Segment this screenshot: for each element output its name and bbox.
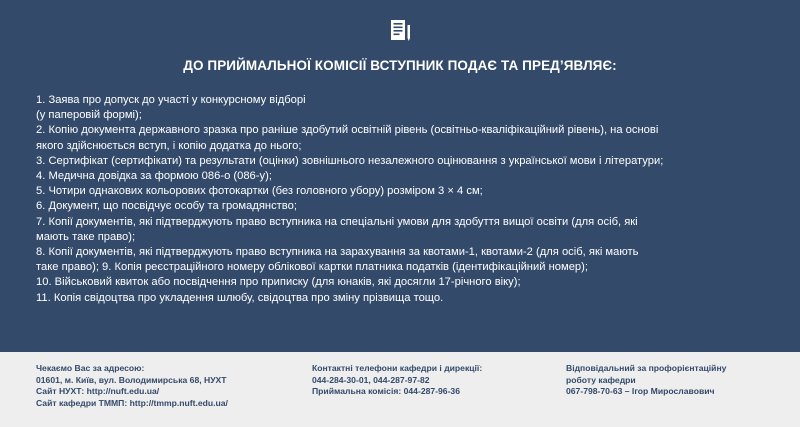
list-line: таке право); 9. Копія реєстраційного номеру облікової картки платника податків (ідентифікаційний номер); bbox=[36, 261, 588, 274]
list-line: 6. Документ, що посвідчує особу та громадянство; bbox=[36, 200, 297, 213]
list-line: 2. Копію документа державного зразка про раніше здобутий освітній рівень (освітньо-кваліфікаційний рівень), на основі bbox=[36, 124, 659, 137]
responsible-contact: 067-798-70-63 – Ігор Мирославович bbox=[566, 386, 715, 397]
list-line: 10. Військовий квиток або посвідчення про приписку (для юнаків, які досягли 17-річного віку); bbox=[36, 276, 521, 289]
admissions-phone: Приймальна комісія: 044-287-96-36 bbox=[312, 386, 460, 397]
address-heading: Чекаємо Вас за адресою: bbox=[36, 363, 145, 373]
responsible-heading-cont: роботу кафедри bbox=[566, 374, 636, 385]
responsible-heading: Відповідальний за профорієнтаційну bbox=[566, 363, 727, 373]
document-list-icon bbox=[389, 19, 413, 43]
address-block bbox=[36, 363, 296, 409]
responsible-block bbox=[566, 363, 766, 398]
phones-heading: Контактні телефони кафедри і дирекції: bbox=[312, 363, 483, 373]
list-line: 8. Копії документів, які підтверджують право вступника на зарахування за квотами-1, квотами-2 (для осіб, які мають bbox=[36, 246, 639, 259]
list-line: 3. Сертифікат (сертифікати) та результати (оцінки) зовнішнього незалежного оцінювання з української мови і літератури; bbox=[36, 154, 664, 167]
phone-numbers: 044-284-30-01, 044-287-97-82 bbox=[312, 374, 430, 385]
page-title: ДО ПРИЙМАЛЬНОЇ КОМІСІЇ ВСТУПНИК ПОДАЄ ТА ПРЕД’ЯВЛЯЄ: bbox=[183, 58, 617, 73]
list-line: (у паперовій формі); bbox=[36, 109, 142, 122]
requirements-list bbox=[36, 93, 766, 306]
address-line: 01601, м. Київ, вул. Володимирська 68, НУХТ bbox=[36, 374, 227, 385]
phones-block bbox=[312, 363, 542, 398]
list-line: 7. Копії документів, які підтверджують право вступника на спеціальні умови для здобуття вищої освіти (для осіб, які bbox=[36, 215, 638, 228]
list-line: 1. Заява про допуск до участі у конкурсному відборі bbox=[36, 94, 306, 106]
list-line: мають таке право); bbox=[36, 230, 136, 243]
list-line: якого здійснюється вступ, і копію додатка до нього; bbox=[36, 139, 302, 152]
list-line: 11. Копія свідоцтва про укладення шлюбу, свідоцтва про зміну прізвища тощо. bbox=[36, 291, 444, 304]
department-site-link[interactable]: Сайт кафедри ТММП: http://tmmp.nuft.edu.ua/ bbox=[36, 397, 228, 408]
university-site-link[interactable]: Сайт НУХТ: http://nuft.edu.ua/ bbox=[36, 386, 160, 397]
contact-footer bbox=[0, 352, 800, 427]
list-line: 5. Чотири однакових кольорових фотокартки (без головного убору) розміром 3 × 4 см; bbox=[36, 185, 483, 198]
list-line: 4. Медична довідка за формою 086-о (086-у); bbox=[36, 170, 272, 183]
